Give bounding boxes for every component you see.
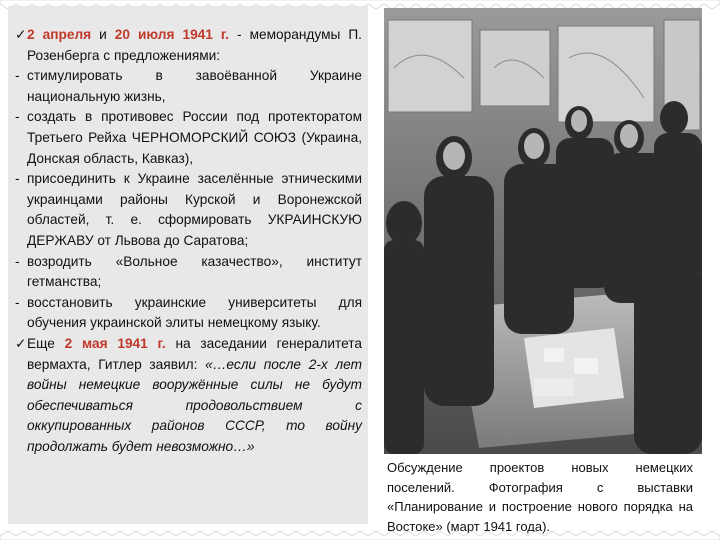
bullet-item <box>15 169 362 251</box>
historical-photo <box>384 8 702 454</box>
conjunction: и <box>99 27 107 42</box>
dash-marker: - <box>15 68 20 84</box>
dash-marker: - <box>15 253 20 269</box>
checkmark-icon: ✓ <box>15 27 27 42</box>
zigzag-border-bottom <box>0 530 720 540</box>
left-text-panel <box>8 6 368 524</box>
bullet-item <box>15 252 362 293</box>
date-july: 20 июля 1941 г. <box>114 27 230 42</box>
statement-lead: Еще <box>27 335 55 351</box>
historical-photo-icon <box>384 8 702 454</box>
photo-caption: Обсуждение проектов новых немецких поселений. Фотография с выставки «Планирование и построение нового порядка на Востоке» (март 1941 года). <box>387 460 693 534</box>
dash-marker: - <box>15 294 20 310</box>
statement-context: на заседании генералитета вермахта, Гитлер заявил: <box>27 335 362 372</box>
dash-marker: - <box>15 109 20 125</box>
date-may: 2 мая 1941 г. <box>64 335 166 351</box>
bullet-text: стимулировать в завоёванной Украине национальную жизнь, <box>27 68 362 104</box>
checkmark-icon: ✓ <box>15 335 27 351</box>
bullet-text: возродить «Вольное казачество», институт гетманства; <box>27 253 362 290</box>
bullet-item <box>15 293 362 334</box>
memo-item <box>15 25 362 66</box>
date-april: 2 апреля <box>27 27 92 42</box>
memo-description: - меморандумы П. Розенберга с предложениями: <box>27 27 362 63</box>
bullet-item <box>15 66 362 107</box>
bullet-item <box>15 107 362 169</box>
bullet-text: присоединить к Украине заселённые этническими украинцами районы Курской и Воронежской областей, т. е. сформировать УКРАИНСКУЮ ДЕРЖАВУ от Львова до Саратова; <box>27 171 362 248</box>
hitler-quote: «…если после 2-х лет войны немецкие вооружённые силы не будут обеспечиваться продовольствием с оккупированных районов СССР, то войну продолжать будет невозможно…» <box>27 356 362 454</box>
hitler-statement-item <box>15 334 362 458</box>
bullet-text: создать в противовес России под протекторатом Третьего Рейха ЧЕРНОМОРСКИЙ СОЮЗ (Украина, Донская область, Кавказ), <box>27 109 362 166</box>
dash-marker: - <box>15 171 20 187</box>
bullet-text: восстановить украинские университеты для обучения украинской элиты немецкому языку. <box>27 294 362 331</box>
